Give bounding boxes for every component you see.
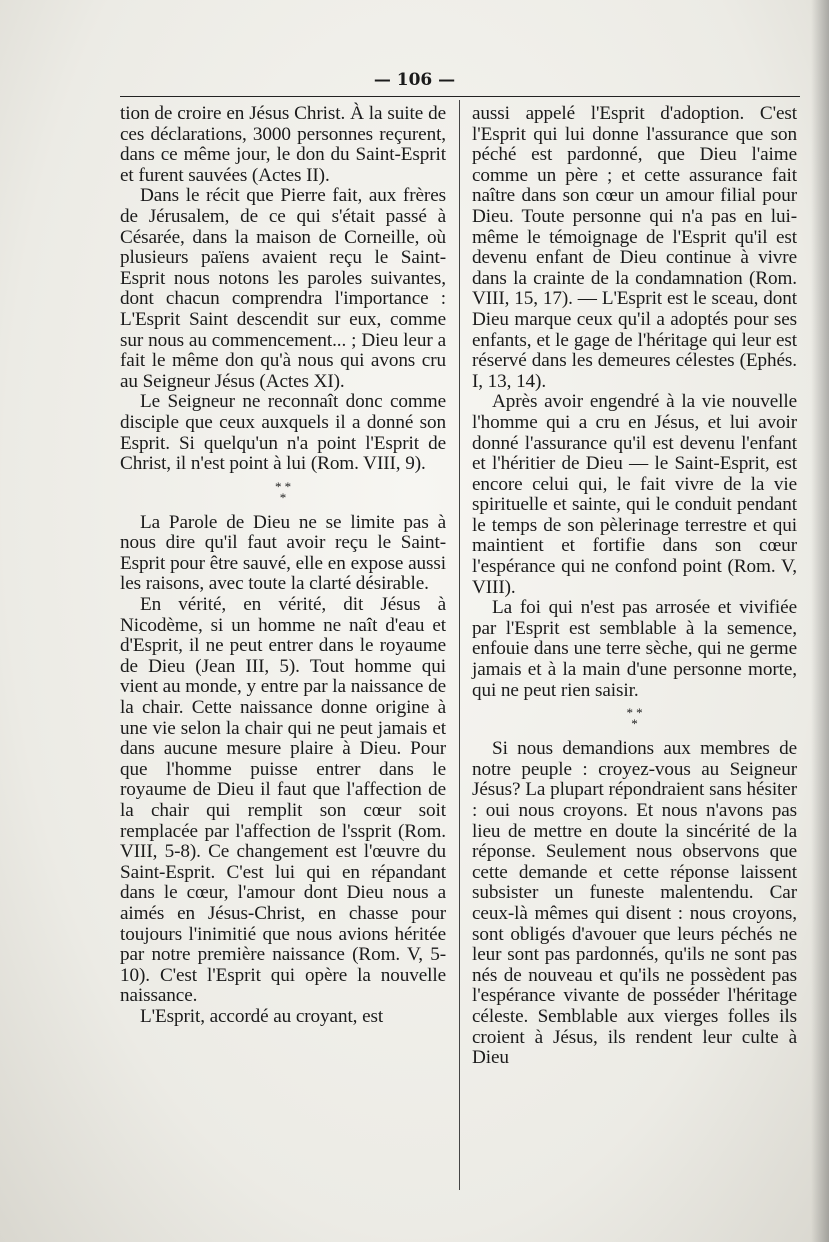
page-edge-shadow — [811, 0, 829, 1242]
paragraph: Après avoir engendré à la vie nouvelle l'homme qui a cru en Jésus, et lui avoir donné l'assurance qu'il est devenu l'enfant et l'héritier de Dieu — le Saint-Esprit, est encore celui qui, le fait vivre de la vie spirituelle et sainte, qui le conduit pendant le temps de son pèlerinage terrestre et qui maintient et fortifie dans son cœur l'espérance qui ne confond point (Rom. V, VIII). — [472, 391, 797, 598]
paragraph: Si nous demandions aux membres de notre peuple : croyez-vous au Seigneur Jésus? La plupart répondraient sans hésiter : oui nous croyons. Et nous n'avons pas lieu de mettre en doute la sincérité de la réponse. Seulement nous observons que cette demande et cette réponse laissent subsister un funeste malentendu. Car ceux-là mêmes qui disent : nous croyons, sont obligés d'avouer que leurs péchés ne leur sont pas pardonnés, qu'ils ne sont pas nés de nouveau et qu'ils ne possèdent pas l'espérance vivante de posséder l'héritage céleste. Semblable aux vierges folles ils croient à Jésus, ils rendent leur culte à Dieu — [472, 738, 797, 1069]
header-rule — [120, 96, 800, 97]
paragraph: aussi appelé l'Esprit d'adoption. C'est l'Esprit qui lui donne l'assurance que son péché est pardonné, que Dieu l'aime comme un père ; et cette assurance fait naître dans son cœur un amour filial pour Dieu. Toute personne qui n'a pas en lui-même le témoignage de l'Esprit qu'il est devenu enfant de Dieu continue à vivre dans la crainte de la condamnation (Rom. VIII, 15, 17). — L'Esprit est le sceau, dont Dieu marque ceux qu'il a adoptés pour ses enfants, et le gage de l'héritage qui leur est réservé dans les demeures célestes (Ephés. I, 13, 14). — [472, 103, 797, 392]
paragraph: Dans le récit que Pierre fait, aux frères de Jérusalem, de ce qui s'était passé à Césarée, dans la maison de Corneille, où plusieurs païens avaient reçu le Saint-Esprit nous notons les paroles suivantes, dont chacun comprendra l'importance : L'Esprit Saint descendit sur eux, comme sur nous au commencement... ; Dieu leur a fait le même don qu'à nous qui avons cru au Seigneur Jésus (Actes XI). — [120, 185, 446, 392]
paragraph: L'Esprit, accordé au croyant, est — [140, 1005, 384, 1027]
section-asterism: * * * — [275, 478, 291, 505]
right-column — [472, 104, 797, 1069]
paragraph: tion de croire en Jésus Christ. À la suite de ces déclarations, 3000 personnes reçurent, dans ce même jour, le don du Saint-Esprit et furent sauvées (Actes II). — [120, 103, 446, 186]
page-number: — 106 — — [373, 70, 456, 90]
paragraph: La foi qui n'est pas arrosée et vivifiée par l'Esprit est semblable à la semence, enfouie dans une terre sèche, qui ne germe jamais et à la main d'une personne morte, qui ne peut rien saisir. — [472, 597, 797, 701]
section-asterism: * * * — [626, 705, 643, 732]
paragraph: Le Seigneur ne reconnaît donc comme disciple que ceux auxquels il a donné son Esprit. Si quelqu'un n'a point l'Esprit de Christ, il n'est point à lui (Rom. VIII, 9). — [120, 391, 446, 475]
paragraph: En vérité, en vérité, dit Jésus à Nicodème, si un homme ne naît d'eau et d'Esprit, il ne peut entrer dans le royaume de Dieu (Jean III, 5). Tout homme qui vient au monde, y entre par la naissance de la chair. Cette naissance donne origine à une vie selon la chair qui ne peut jamais et dans aucune mesure plaire à Dieu. Pour que l'homme puisse entrer dans le royaume de Dieu il faut que l'affection de la chair qui remplit son cœur soit remplacée par l'affection de l'ssprit (Rom. VIII, 5-8). Ce changement est l'œuvre du Saint-Esprit. C'est lui qui en répandant dans le cœur, l'amour dont Dieu nous a aimés en Jésus-Christ, en chasse pour toujours l'inimitié que nous avions héritée par notre première naissance (Rom. V, 5-10). C'est l'Esprit qui opère la nouvelle naissance. — [120, 594, 446, 1007]
paragraph: La Parole de Dieu ne se limite pas à nous dire qu'il faut avoir reçu le Saint-Esprit pour être sauvé, elle en expose aussi les raisons, avec toute la clarté désirable. — [120, 511, 446, 595]
left-column — [120, 104, 446, 1028]
column-divider — [459, 100, 460, 1190]
